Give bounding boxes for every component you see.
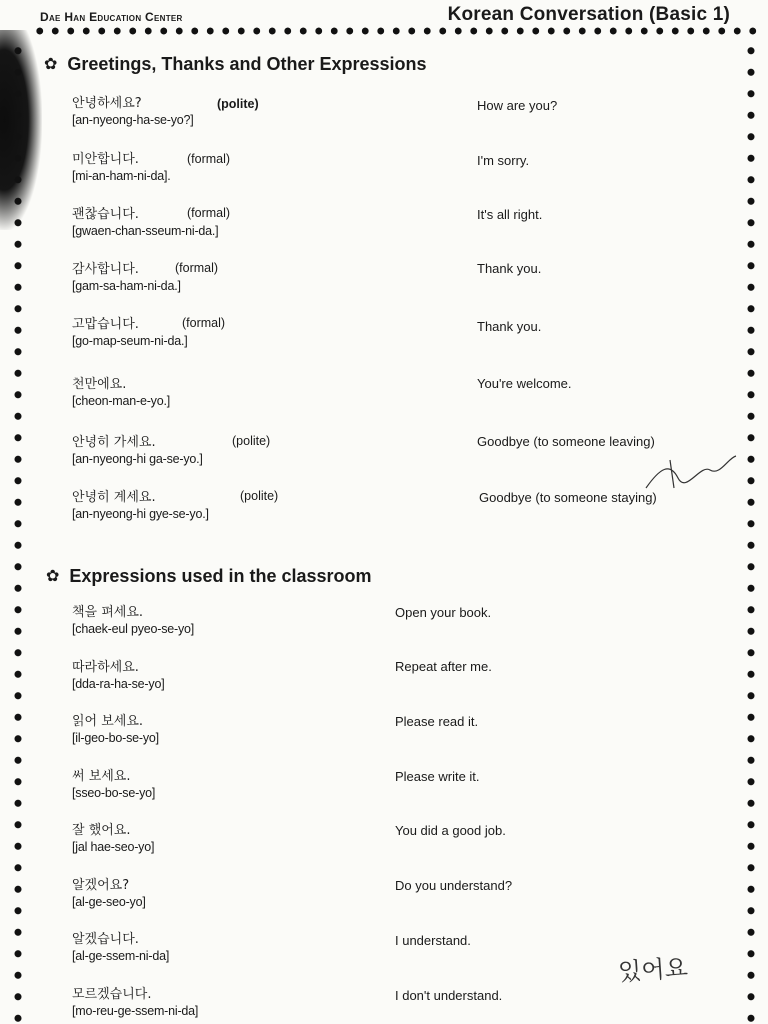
english-translation: I don't understand. (395, 988, 503, 1003)
romanization: [an-nyeong-hi gye-se-yo.] (72, 507, 209, 521)
english-translation: Do you understand? (395, 878, 513, 893)
korean-text: 따라하세요. (72, 660, 139, 675)
course-title: Korean Conversation (Basic 1) (447, 4, 730, 25)
section-title-text: Greetings, Thanks and Other Expressions (67, 54, 427, 74)
register-label: (formal) (187, 206, 231, 220)
english-translation: Goodbye (to someone staying) (479, 490, 657, 505)
english-translation: Please write it. (395, 769, 480, 784)
korean-text: 알겠어요? (72, 878, 130, 893)
english-translation: How are you? (477, 98, 558, 113)
center-name: Dae Han Education Center (40, 10, 183, 24)
list-item (72, 768, 155, 802)
list-item (72, 822, 154, 856)
list-item (72, 931, 169, 965)
flower-icon: ✿ (44, 55, 58, 73)
romanization: [gam-sa-ham-ni-da.] (72, 279, 181, 293)
binding-smudge (0, 30, 42, 230)
list-item (72, 877, 146, 911)
register-label: (formal) (187, 152, 231, 166)
english-translation: Please read it. (395, 714, 479, 729)
english-translation: You're welcome. (477, 376, 572, 391)
list-item (72, 316, 188, 350)
english-translation: Thank you. (477, 261, 542, 276)
korean-text: 안녕히 가세요. (72, 435, 156, 450)
romanization: [sseo-bo-se-yo] (72, 786, 156, 800)
romanization: [mo-reu-ge-ssem-ni-da] (72, 1004, 199, 1018)
list-item (72, 151, 171, 185)
register-label: (formal) (175, 261, 219, 275)
korean-text: 알겠습니다. (72, 932, 139, 947)
korean-text: 모르겠습니다. (72, 987, 152, 1002)
korean-text: 잘 했어요. (72, 823, 131, 838)
flower-icon: ✿ (46, 567, 60, 585)
list-item (72, 713, 159, 747)
right-dotted-border (745, 40, 757, 1024)
romanization: [al-ge-seo-yo] (72, 895, 146, 909)
top-dotted-border (32, 26, 758, 36)
romanization: [cheon-man-e-yo.] (72, 394, 171, 408)
list-item (72, 95, 194, 129)
list-item (72, 659, 164, 693)
english-translation: Open your book. (395, 605, 492, 620)
romanization: [go-map-seum-ni-da.] (72, 334, 188, 348)
romanization: [chaek-eul pyeo-se-yo] (72, 622, 195, 636)
korean-text: 책을 펴세요. (72, 605, 144, 620)
english-translation: Repeat after me. (395, 659, 492, 674)
romanization: [an-nyeong-hi ga-se-yo.] (72, 452, 203, 466)
english-translation: I understand. (395, 933, 471, 948)
korean-text: 안녕하세요? (72, 96, 142, 111)
register-label: (formal) (182, 316, 226, 330)
korean-text: 괜찮습니다. (72, 207, 139, 222)
romanization: [an-nyeong-ha-se-yo?] (72, 113, 194, 127)
korean-text: 미안합니다. (72, 152, 139, 167)
korean-text: 감사합니다. (72, 262, 139, 277)
korean-text: 고맙습니다. (72, 317, 139, 332)
handwritten-scribble (640, 448, 740, 498)
romanization: [jal hae-seo-yo] (72, 840, 155, 854)
list-item (72, 261, 181, 295)
register-label: (polite) (240, 489, 279, 503)
handwritten-note: 있어요 (617, 953, 689, 987)
romanization: [mi-an-ham-ni-da]. (72, 169, 171, 183)
romanization: [il-geo-bo-se-yo] (72, 731, 159, 745)
section-title-greetings (44, 54, 427, 75)
korean-text: 써 보세요. (72, 769, 131, 784)
korean-text: 천만에요. (72, 377, 127, 392)
romanization: [gwaen-chan-sseum-ni-da.] (72, 224, 219, 238)
korean-text: 안녕히 계세요. (72, 490, 156, 505)
english-translation: You did a good job. (395, 823, 506, 838)
english-translation: It's all right. (477, 207, 543, 222)
section-title-classroom (46, 566, 372, 587)
korean-text: 읽어 보세요. (72, 714, 144, 729)
list-item (72, 986, 198, 1020)
section-title-text: Expressions used in the classroom (69, 566, 372, 586)
romanization: [al-ge-ssem-ni-da] (72, 949, 170, 963)
list-item (72, 376, 170, 410)
list-item (72, 604, 194, 638)
register-label: (polite) (232, 434, 271, 448)
english-translation: Goodbye (to someone leaving) (477, 434, 655, 449)
romanization: [dda-ra-ha-se-yo] (72, 677, 165, 691)
register-label: (polite) (217, 97, 259, 111)
list-item (72, 489, 209, 523)
english-translation: Thank you. (477, 319, 542, 334)
english-translation: I'm sorry. (477, 153, 530, 168)
list-item (72, 434, 203, 468)
